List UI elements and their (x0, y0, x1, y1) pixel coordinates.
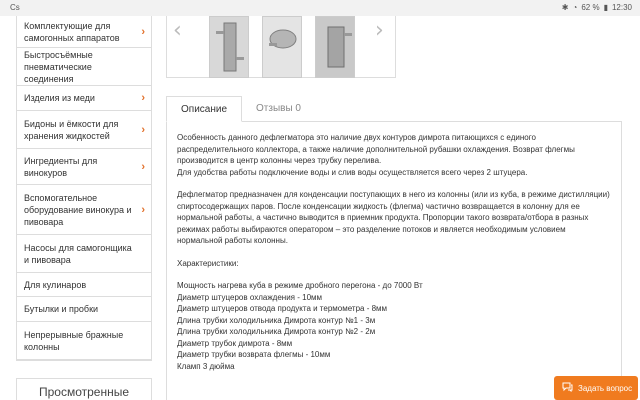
description-paragraph: Для удобства работы подключение воды и слив воды осуществляется всего через 2 штуцера. (177, 167, 528, 177)
chevron-right-icon: › (141, 160, 145, 173)
sidebar-item-label: Для кулинаров (24, 279, 87, 290)
sidebar-item-label: Непрерывные бражные колонны (24, 329, 124, 352)
sidebar-item-label: Бутылки и пробки (24, 304, 99, 314)
status-right (562, 3, 632, 12)
tab-description[interactable]: Описание (166, 96, 242, 122)
status-bar (0, 0, 640, 16)
sidebar-item-containers[interactable] (17, 111, 151, 149)
gallery-prev-icon[interactable]: ‹ (173, 18, 182, 43)
sidebar-item-pneumatic-connectors[interactable] (17, 48, 151, 86)
bluetooth-icon: ✱ (561, 3, 569, 12)
spec-item: Мощность нагрева куба в режиме дробного перегона - до 7000 Вт (177, 281, 423, 290)
gallery-next-icon[interactable]: › (375, 18, 384, 43)
spec-item: Диаметр штуцеров охлаждения - 10мм (177, 292, 323, 302)
chevron-right-icon: › (141, 92, 145, 104)
sidebar-item-copper[interactable] (17, 86, 151, 111)
battery-icon: ▮ (603, 3, 608, 12)
chevron-right-icon: › (141, 123, 145, 136)
sidebar-item-label: Вспомогательное оборудование винокура и пивовара (24, 192, 132, 227)
description-panel (166, 122, 622, 400)
recently-viewed-title: Просмотренные (38, 385, 130, 399)
sidebar-item-auxiliary-equipment[interactable] (17, 185, 151, 235)
specs-list (177, 280, 611, 372)
product-thumbnail[interactable] (315, 16, 355, 78)
sidebar-item-bottles[interactable] (17, 297, 151, 322)
chevron-right-icon: › (141, 25, 145, 38)
chevron-right-icon: › (141, 203, 145, 216)
sidebar-item-pumps[interactable] (17, 235, 151, 273)
sidebar-item-continuous-columns[interactable] (17, 322, 151, 360)
sidebar-item-label: Бидоны и ёмкости для хранения жидкостей (24, 118, 119, 141)
sidebar-item-label: Изделия из меди (24, 93, 95, 103)
chat-bubble-icon (562, 382, 573, 394)
ask-question-label: Задать вопрос (578, 383, 633, 393)
battery-level: 62 % (581, 3, 600, 12)
category-sidebar (16, 16, 152, 361)
product-thumbnail[interactable] (262, 16, 302, 78)
sidebar-item-label: Комплектующие для самогонных аппаратов (24, 20, 120, 43)
tab-reviews[interactable]: Отзывы 0 (256, 103, 301, 114)
product-thumbnail[interactable] (209, 16, 249, 78)
sidebar-item-ingredients[interactable] (17, 149, 151, 185)
product-tabs (166, 96, 622, 122)
spec-item: Длина трубки холодильника Димрота контур №2 - 2м (177, 327, 376, 336)
spec-item: Диаметр трубки возврата флегмы - 10мм (177, 350, 331, 359)
sidebar-item-label: Насосы для самогонщика и пивовара (24, 242, 132, 265)
sidebar-item-label: Быстросъёмные пневматические соединения (24, 49, 93, 84)
spec-item: Диаметр штуцеров отвода продукта и термометра - 8мм (177, 304, 388, 313)
spec-item: Длина трубки холодильника Димрота контур №1 - 3м (177, 315, 376, 325)
status-app-label: Cs (10, 3, 20, 12)
specs-title: Характеристики: (177, 258, 239, 268)
ask-question-button[interactable] (554, 376, 638, 400)
description-paragraph: Особенность данного дефлегматора это наличие двух контуров димрота питающихся с единого распределительного коллектора, а также наличие дополнительной рубашки охлаждения. Возврат флегмы производится в центр колонны через трубку перелива. (177, 133, 575, 165)
description-paragraph: Дефлегматор предназначен для конденсации поступающих в него из колонны (или из куба, в режиме дистилляции) спиртосодержащих паров. После конденсации жидкость (флегма) частично возвращается в колонну для ее нормальной работы, а частично выводится в приемник продукта. Пропорции такого возврата/отбора в разных режимах работы выбираются оператором – это разделение потоков и является необходимым условием нормальной работы колонны. (177, 190, 610, 245)
clock: 12:30 (611, 3, 632, 12)
product-gallery (166, 16, 396, 78)
sidebar-item-distiller-parts[interactable] (17, 16, 151, 48)
spec-item: Кламп 3 дюйма (177, 361, 235, 371)
wifi-icon: ◔ (572, 3, 578, 12)
sidebar-item-cooking[interactable] (17, 273, 151, 297)
recently-viewed-block (16, 378, 152, 400)
spec-item: Диаметр трубок димрота - 8мм (177, 338, 293, 348)
sidebar-item-label: Ингредиенты для винокуров (24, 155, 98, 178)
